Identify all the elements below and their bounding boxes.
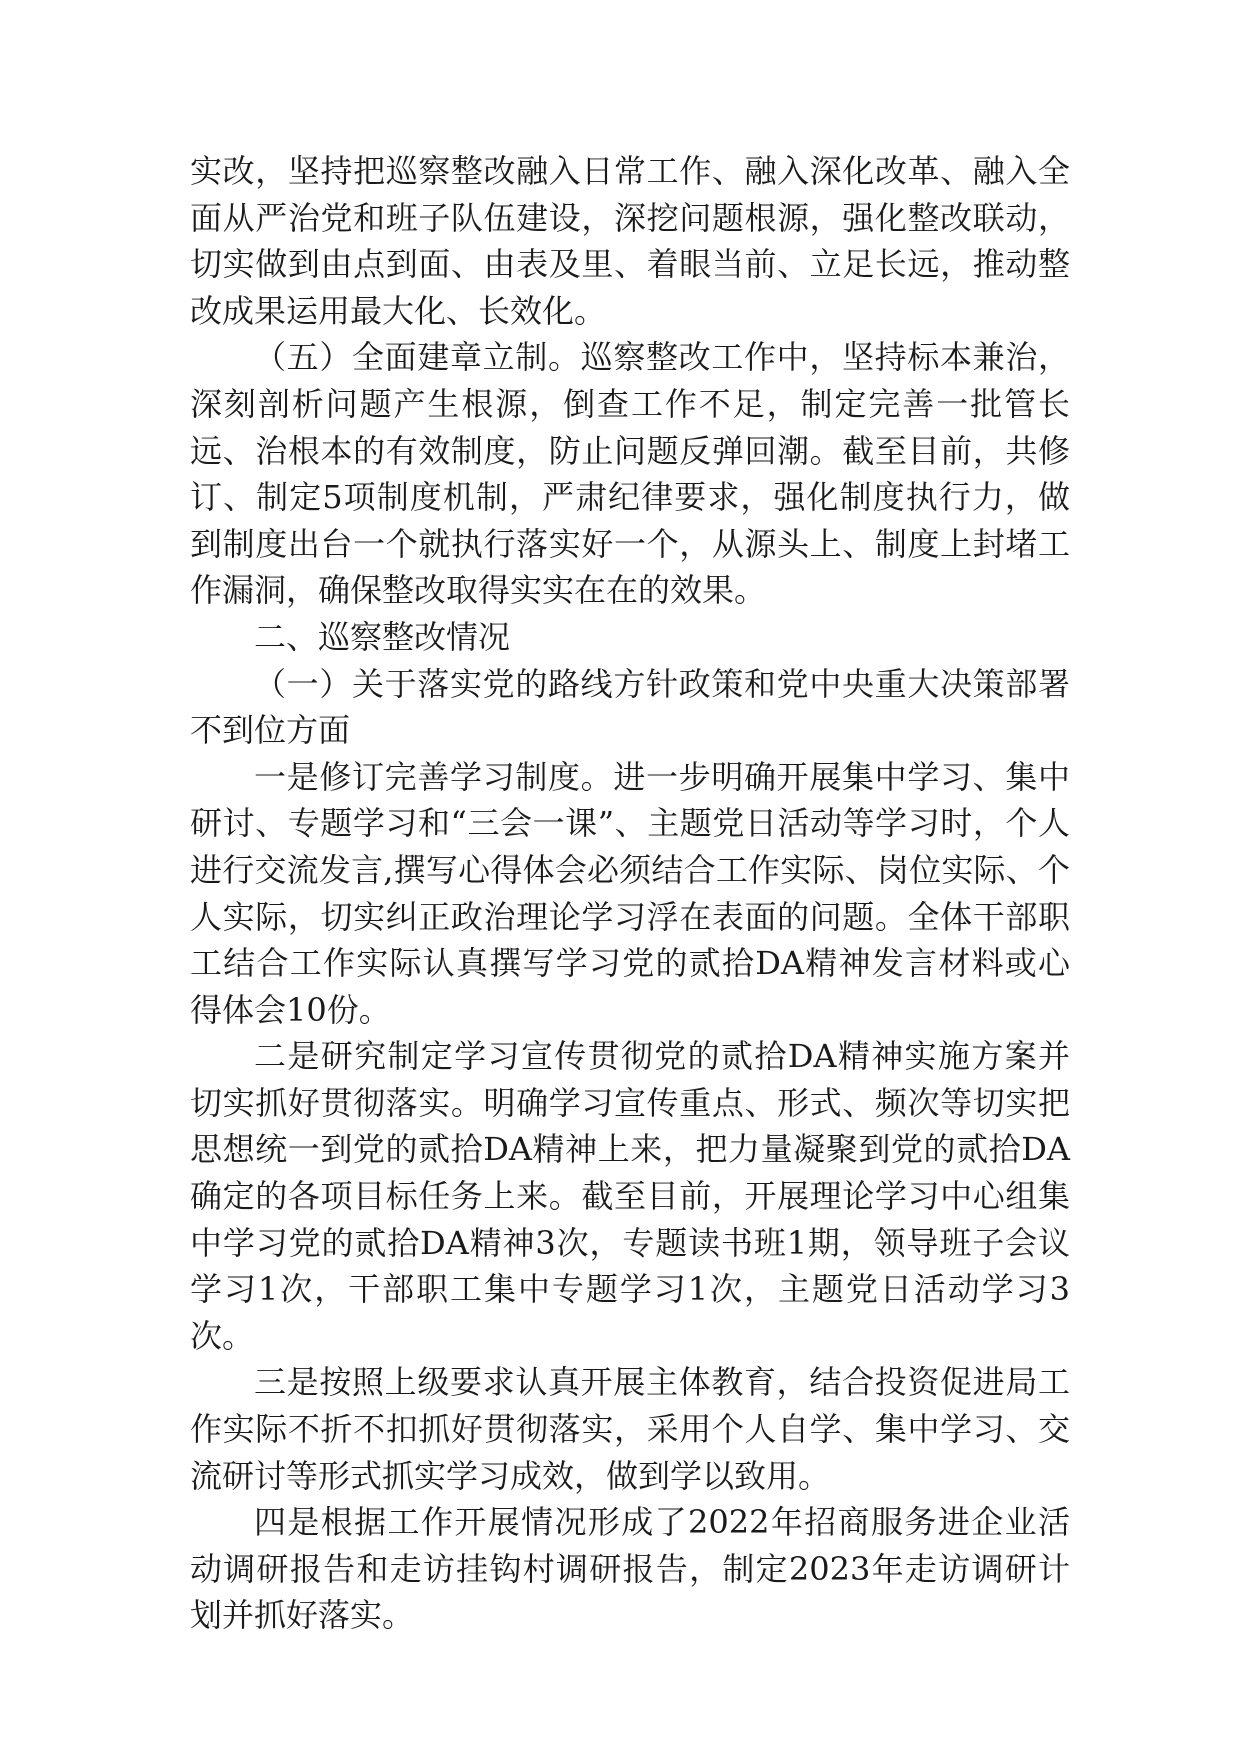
paragraph-item-three: 三是按照上级要求认真开展主体教育，结合投资促进局工作实际不折不扣抓好贯彻落实，采用个人自学、集中学习、交流研讨等形式抓实学习成效，做到学以致用。 — [190, 1363, 1070, 1495]
paragraph-item-two: 二是研究制定学习宣传贯彻党的贰拾DA精神实施方案并切实抓好贯彻落实。明确学习宣传重点、形式、频次等切实把思想统一到党的贰拾DA精神上来，把力量凝聚到党的贰拾DA确定的各项目标任务上来。截至目前，开展理论学习中心组集中学习党的贰拾DA精神3次，专题读书班1期，领导班子会议学习1次，干部职工集中专题学习1次，主题党日活动学习3次。 — [190, 1037, 1070, 1355]
document-page — [190, 148, 1070, 1639]
paragraph-item-one: 一是修订完善学习制度。进一步明确开展集中学习、集中研讨、专题学习和“三会一课”、主题党日活动等学习时，个人进行交流发言,撰写心得体会必须结合工作实际、岗位实际、个人实际，切实纠正政治理论学习浮在表面的问题。全体干部职工结合工作实际认真撰写学习党的贰拾DA精神发言材料或心得体会10份。 — [190, 757, 1070, 1029]
paragraph-continued: 实改，坚持把巡察整改融入日常工作、融入深化改革、融入全面从严治党和班子队伍建设，深挖问题根源，强化整改联动，切实做到由点到面、由表及里、着眼当前、立足长远，推动整改成果运用最大化、长效化。 — [190, 152, 1070, 330]
paragraph-item-four: 四是根据工作开展情况形成了2022年招商服务进企业活动调研报告和走访挂钩村调研报告，制定2023年走访调研计划并抓好落实。 — [190, 1503, 1070, 1635]
sub-heading: （一）关于落实党的路线方针政策和党中央重大决策部署不到位方面 — [190, 664, 1070, 750]
paragraph-item-five-rules: （五）全面建章立制。巡察整改工作中，坚持标本兼治，深刻剖析问题产生根源，倒查工作不足，制定完善一批管长远、治根本的有效制度，防止问题反弹回潮。截至目前，共修订、制定5项制度机制，严肃纪律要求，强化制度执行力，做到制度出台一个就执行落实好一个，从源头上、制度上封堵工作漏洞，确保整改取得实实在在的效果。 — [190, 338, 1070, 610]
section-heading: 二、巡察整改情况 — [254, 617, 511, 656]
